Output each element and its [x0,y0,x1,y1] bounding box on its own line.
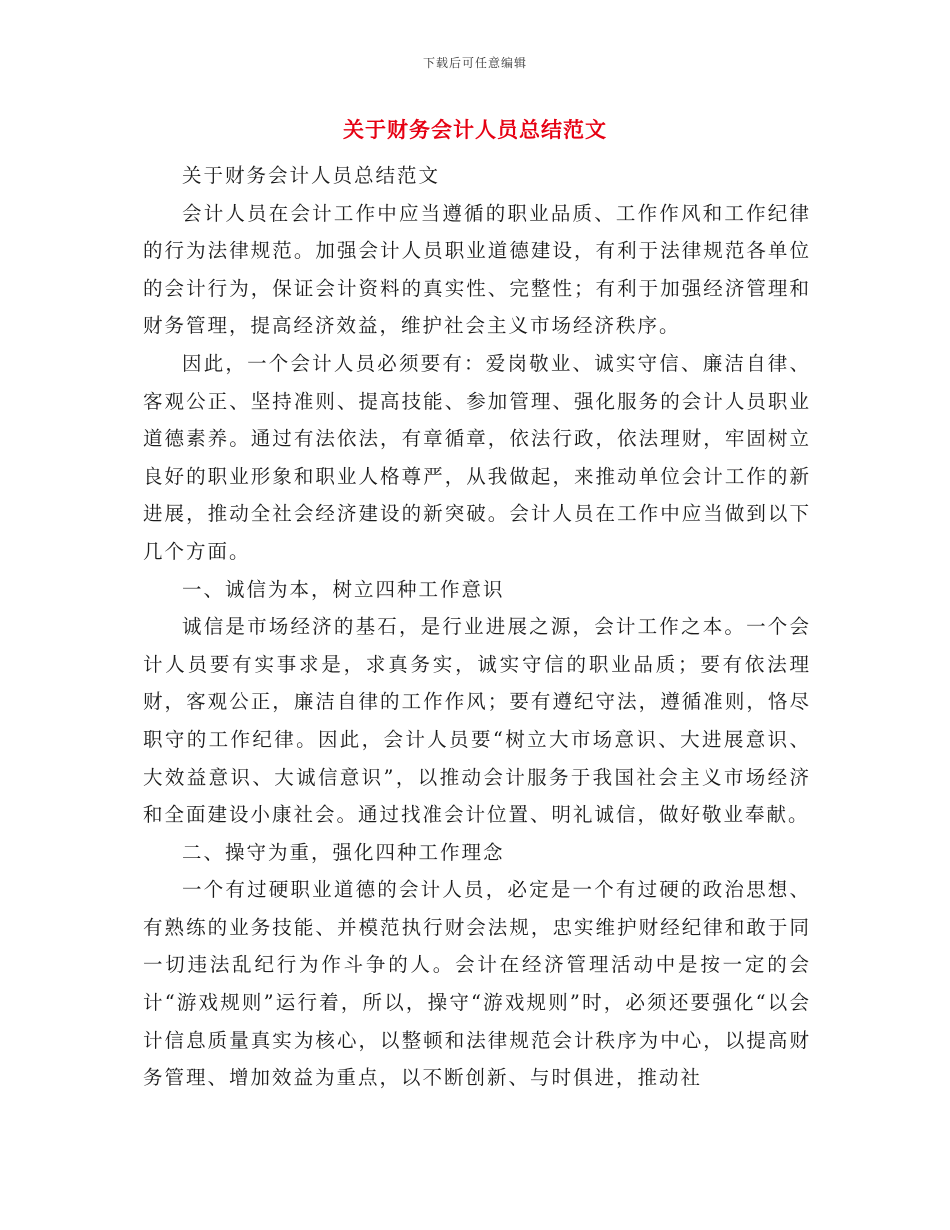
paragraph-subtitle: 关于财务会计人员总结范文 [182,164,441,187]
paragraph-intro: 会计人员在会计工作中应当遵循的职业品质、工作作风和工作纪律的行为法律规范。加强会计人员职业道德建设，有利于法律规范各单位的会计行为，保证会计资料的真实性、完整性；有利于加强经济管理和财务管理，提高经济效益，维护社会主义市场经济秩序。 [143,201,811,338]
header-note: 下载后可任意编辑 [422,56,527,70]
paragraph-requirements: 因此，一个会计人员必须要有：爱岗敬业、诚实守信、廉洁自律、客观公正、坚持准则、提高技能、参加管理、强化服务的会计人员职业道德素养。通过有法依法，有章循章，依法行政，依法理财，牢固树立良好的职业形象和职业人格尊严，从我做起，来推动单位会计工作的新进展，推动全社会经济建设的新突破。会计人员在工作中应当做到以下几个方面。 [143,351,811,563]
paragraph-integrity: 诚信是市场经济的基石，是行业进展之源，会计工作之本。一个会计人员要有实事求是，求真务实，诚实守信的职业品质；要有依法理财，客观公正，廉洁自律的工作作风；要有遵纪守法，遵循准则，恪尽职守的工作纪律。因此，会计人员要“树立大市场意识、大进展意识、大效益意识、大诚信意识”，以推动会计服务于我国社会主义市场经济和全面建设小康社会。通过找准会计位置、明礼诚信，做好敬业奉献。 [143,615,811,827]
document-body [143,157,811,1097]
section-heading-2: 二、操守为重，强化四种工作理念 [182,840,505,864]
section-heading-1: 一、诚信为本，树立四种工作意识 [182,577,505,601]
document-title: 关于财务会计人员总结范文 [343,118,607,142]
paragraph-ethics: 一个有过硬职业道德的会计人员，必定是一个有过硬的政治思想、有熟练的业务技能、并模范执行财会法规，忠实维护财经纪律和敢于同一切违法乱纪行为作斗争的人。会计在经济管理活动中是按一定的会计“游戏规则”运行着，所以，操守“游戏规则”时，必须还要强化“以会计信息质量真实为核心，以整顿和法律规范会计秩序为中心，以提高财务管理、增加效益为重点，以不断创新、与时俱进，推动社 [143,878,811,1090]
